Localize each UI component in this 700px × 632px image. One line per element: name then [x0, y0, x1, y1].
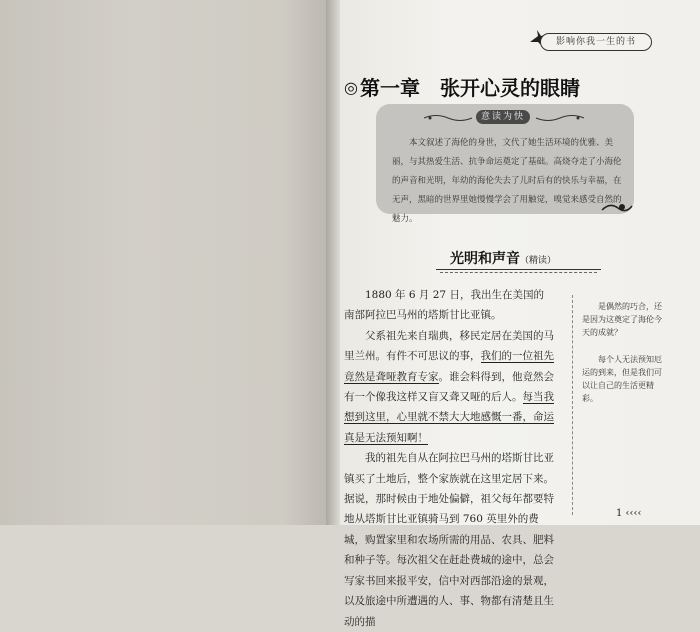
section-tag: （精读） — [520, 256, 557, 266]
section-heading — [450, 248, 600, 268]
summary-label: 意读为快 — [476, 110, 530, 124]
paragraph-2 — [344, 326, 554, 448]
left-page — [0, 0, 332, 525]
paragraph-2-text-a: 父系祖先来自瑞典，移民定居在美国的马里兰州。有件不可思议的事， — [344, 329, 554, 363]
summary-box — [376, 104, 634, 224]
paragraph-2-underline-1: 我们的一位祖先竟然是聋哑教育专家 — [344, 350, 554, 383]
section-title: 光明和声音 — [450, 251, 520, 267]
section-rule-dashed — [440, 272, 597, 273]
paragraph-3: 我的祖先自从在阿拉巴马州的塔斯甘比亚镇买了土地后，整个家族就在这里定居下来。据说，那时候由于地处偏僻，祖父每年都要特地从塔斯甘比亚镇骑马到 760 英里外的费城，购置家里和农场所需的用品、农具、肥料和种子等。每次祖父在赶赴费城的途中，总会写家书回来报平安，信中对西部沿途的景观，以及旅途中所遭遇的人、事、物都有清楚且生动的描 — [344, 452, 554, 628]
series-badge: 影响你我一生的书 — [540, 33, 652, 51]
paragraph-2-text-b: 。谁会料得到，他竟然会有一个像我这样又盲又聋又哑的后人。 — [344, 370, 554, 404]
summary-text: 本文叙述了海伦的身世，文代了她生活环境的优雅、美丽，与其热爱生活、抗争命运奠定了基础。高烧夺走了小海伦的声音和光明，年幼的海伦失去了儿时后有的快乐与幸福，在无声，黑暗的世界里她慢慢学会了用触觉，嗅觉来感受自然的魅力。 — [392, 138, 622, 224]
chapter-name: 张开心灵的眼睛 — [439, 76, 580, 100]
body-text — [344, 285, 554, 628]
target-circle-icon: ◎ — [344, 78, 358, 97]
side-rule — [572, 295, 573, 515]
flourish-left-icon — [424, 113, 472, 123]
flourish-right-icon — [536, 113, 584, 123]
right-page — [340, 0, 700, 628]
side-note-1: 是偶然的巧合，还是因为这奠定了海伦今天的成就？ — [582, 302, 662, 337]
paragraph-2-underline-2: 每当我想到这里，心里就不禁大大地感慨一番，命运真是无法预知啊！ — [344, 391, 554, 444]
page-number: 1 ‹‹‹‹ — [616, 508, 642, 519]
side-note-2: 每个人无法预知厄运的到来，但是我们可以让自己的生活更精彩。 — [582, 355, 662, 403]
chapter-number: 第一章 — [359, 76, 420, 100]
section-rule — [436, 269, 601, 270]
chapter-title — [344, 72, 644, 98]
side-notes — [582, 300, 662, 450]
paragraph-1: 1880 年 6 月 27 日，我出生在美国的南部阿拉巴马州的塔斯甘比亚镇。 — [344, 289, 544, 322]
ornament-icon — [602, 200, 632, 214]
